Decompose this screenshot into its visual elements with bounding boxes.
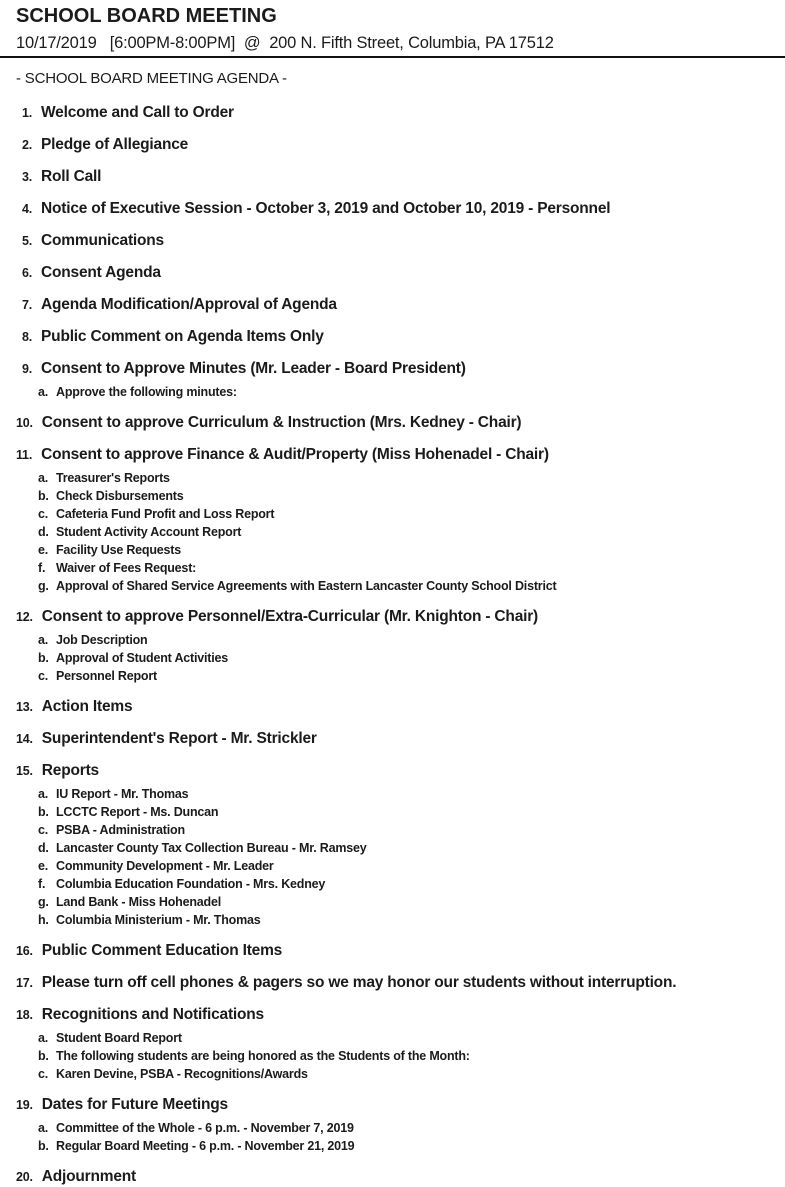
agenda-subitem-text: Facility Use Requests <box>56 543 182 557</box>
agenda-subitem-letter: d. <box>38 525 49 539</box>
agenda-subitem-letter: a. <box>38 471 49 485</box>
agenda-subitem <box>16 631 785 649</box>
agenda-subitem-text: Community Development - Mr. Leader <box>56 859 274 873</box>
agenda-item-number: 2. <box>22 138 33 152</box>
agenda-subitem-letter: f. <box>38 561 46 575</box>
agenda-subitem-letter: c. <box>38 1067 49 1081</box>
agenda-item <box>16 973 785 993</box>
agenda-subitem-text: Lancaster County Tax Collection Bureau - Mr. Ramsey <box>56 841 367 855</box>
agenda-item <box>16 199 785 219</box>
agenda-item <box>16 445 785 465</box>
agenda-item-number: 11. <box>16 448 33 462</box>
agenda-subitem <box>16 1137 785 1155</box>
agenda-subitem <box>16 839 785 857</box>
agenda-subitem-text: Columbia Ministerium - Mr. Thomas <box>56 913 261 927</box>
agenda-subitem-letter: a. <box>38 385 49 399</box>
agenda-item <box>16 697 785 717</box>
header-divider <box>0 56 785 58</box>
agenda-subitem <box>16 649 785 667</box>
agenda-subitem <box>16 803 785 821</box>
agenda-subitem-letter: c. <box>38 823 49 837</box>
agenda-item <box>16 729 785 749</box>
agenda-subitem-text: The following students are being honored as the Students of the Month: <box>56 1049 470 1063</box>
agenda-item <box>16 413 785 433</box>
agenda-item-text: Notice of Executive Session - October 3, 2019 and October 10, 2019 - Personnel <box>41 200 611 217</box>
agenda-subitem-letter: a. <box>38 633 49 647</box>
agenda-item-number: 12. <box>16 610 33 624</box>
agenda-subitem-text: Approval of Shared Service Agreements with Eastern Lancaster County School District <box>56 579 557 593</box>
agenda-subitem <box>16 523 785 541</box>
agenda-subitem-letter: h. <box>38 913 49 927</box>
agenda-subitem-letter: e. <box>38 543 49 557</box>
agenda-subitem-letter: g. <box>38 895 49 909</box>
agenda-item-text: Consent Agenda <box>41 264 161 281</box>
agenda-subitem <box>16 1029 785 1047</box>
agenda-item-text: Public Comment on Agenda Items Only <box>41 328 324 345</box>
agenda-subitem-letter: b. <box>38 805 49 819</box>
agenda-subitem-text: Approve the following minutes: <box>56 385 237 399</box>
agenda-item-number: 19. <box>16 1098 33 1112</box>
agenda-item-text: Communications <box>41 232 164 249</box>
agenda-item-text: Dates for Future Meetings <box>41 1096 228 1113</box>
agenda-item-text: Reports <box>41 762 99 779</box>
agenda-item-number: 7. <box>22 298 33 312</box>
agenda-subitem-text: Student Board Report <box>56 1031 182 1045</box>
agenda-subitem <box>16 857 785 875</box>
meeting-datetime-location: 10/17/2019 [6:00PM-8:00PM] @ 200 N. Fifth Street, Columbia, PA 17512 <box>16 34 554 52</box>
agenda-item <box>16 231 785 251</box>
agenda-item <box>16 263 785 283</box>
agenda-item-number: 9. <box>22 362 33 376</box>
agenda-item <box>16 135 785 155</box>
agenda-item-text: Agenda Modification/Approval of Agenda <box>41 296 337 313</box>
agenda-item <box>16 941 785 961</box>
page-title: SCHOOL BOARD MEETING <box>16 5 277 27</box>
agenda-sublist <box>16 1029 785 1083</box>
agenda-item-number: 17. <box>16 976 33 990</box>
agenda-item-text: Pledge of Allegiance <box>41 136 189 153</box>
agenda-item-text: Roll Call <box>41 168 102 185</box>
agenda-item-text: Action Items <box>41 698 133 715</box>
agenda-item <box>16 1167 785 1187</box>
agenda-subitem-letter: b. <box>38 489 49 503</box>
agenda-item-text: Consent to approve Finance & Audit/Property (Miss Hohenadel - Chair) <box>41 446 549 463</box>
agenda-item-number: 16. <box>16 944 33 958</box>
agenda-item <box>16 103 785 123</box>
agenda-item-number: 1. <box>22 106 33 120</box>
agenda-subitem-text: Student Activity Account Report <box>56 525 242 539</box>
agenda-item <box>16 761 785 781</box>
agenda-item-number: 5. <box>22 234 33 248</box>
agenda-item-number: 6. <box>22 266 33 280</box>
agenda-item-number: 8. <box>22 330 33 344</box>
agenda-subitem <box>16 469 785 487</box>
agenda-item-text: Superintendent's Report - Mr. Strickler <box>41 730 317 747</box>
agenda-subitem-text: Cafeteria Fund Profit and Loss Report <box>56 507 275 521</box>
agenda-item <box>16 607 785 627</box>
agenda-subitem-text: Land Bank - Miss Hohenadel <box>56 895 221 909</box>
agenda-subitem-text: Regular Board Meeting - 6 p.m. - November 21, 2019 <box>56 1139 355 1153</box>
agenda-item-text: Welcome and Call to Order <box>41 104 234 121</box>
agenda-subitem-text: Waiver of Fees Request: <box>56 561 197 575</box>
agenda-subitem <box>16 893 785 911</box>
agenda-subitem <box>16 1119 785 1137</box>
agenda-sublist <box>16 469 785 595</box>
agenda-subitem-text: Karen Devine, PSBA - Recognitions/Awards <box>56 1067 308 1081</box>
agenda-item-text: Consent to approve Personnel/Extra-Curricular (Mr. Knighton - Chair) <box>41 608 539 625</box>
agenda-item <box>16 359 785 379</box>
agenda-subitem-text: Committee of the Whole - 6 p.m. - November 7, 2019 <box>56 1121 354 1135</box>
agenda-item <box>16 1095 785 1115</box>
agenda-item-text: Public Comment Education Items <box>41 942 283 959</box>
agenda-subitem <box>16 1065 785 1083</box>
agenda-subitem <box>16 577 785 595</box>
agenda-item-number: 13. <box>16 700 33 714</box>
agenda-item-text: Consent to Approve Minutes (Mr. Leader - Board President) <box>41 360 466 377</box>
agenda-subitem <box>16 559 785 577</box>
agenda-subitem-letter: a. <box>38 1031 49 1045</box>
agenda-item-number: 4. <box>22 202 33 216</box>
agenda-subitem-text: Treasurer's Reports <box>56 471 170 485</box>
agenda-subitem-letter: b. <box>38 1139 49 1153</box>
agenda-item-text: Please turn off cell phones & pagers so we may honor our students without interruption. <box>41 974 677 991</box>
agenda-subitem-letter: a. <box>38 787 49 801</box>
agenda-item-number: 10. <box>16 416 33 430</box>
agenda-item-text: Consent to approve Curriculum & Instruction (Mrs. Kedney - Chair) <box>41 414 522 431</box>
agenda-subitem-text: Approval of Student Activities <box>56 651 229 665</box>
agenda-subitem <box>16 541 785 559</box>
agenda-subitem <box>16 821 785 839</box>
agenda-subitem-letter: a. <box>38 1121 49 1135</box>
agenda-subitem-text: Personnel Report <box>56 669 157 683</box>
agenda-item <box>16 327 785 347</box>
agenda-subitem <box>16 875 785 893</box>
agenda-item-number: 20. <box>16 1170 33 1184</box>
agenda-subitem-text: IU Report - Mr. Thomas <box>56 787 189 801</box>
agenda-subitem-letter: f. <box>38 877 46 891</box>
agenda-item-number: 3. <box>22 170 33 184</box>
agenda-subitem-letter: b. <box>38 1049 49 1063</box>
agenda-subitem-text: Check Disbursements <box>56 489 184 503</box>
agenda-subitem <box>16 1047 785 1065</box>
agenda-subitem <box>16 667 785 685</box>
agenda-subitem-letter: g. <box>38 579 49 593</box>
agenda-item <box>16 167 785 187</box>
agenda-item-text: Adjournment <box>41 1168 137 1185</box>
agenda-sublist <box>16 785 785 929</box>
agenda-subitem-letter: e. <box>38 859 49 873</box>
agenda-subitem-letter: b. <box>38 651 49 665</box>
agenda-sublist <box>16 383 785 401</box>
agenda-subitem <box>16 487 785 505</box>
agenda-subitem <box>16 505 785 523</box>
agenda-item <box>16 295 785 315</box>
agenda-item-number: 18. <box>16 1008 33 1022</box>
agenda-subitem <box>16 383 785 401</box>
agenda-subitem-letter: c. <box>38 669 49 683</box>
agenda-subitem-text: PSBA - Administration <box>56 823 185 837</box>
agenda-subitem-letter: c. <box>38 507 49 521</box>
agenda-subitem <box>16 911 785 929</box>
agenda-item-number: 15. <box>16 764 33 778</box>
agenda-list <box>16 103 785 1187</box>
agenda-item-number: 14. <box>16 732 33 746</box>
agenda-item <box>16 1005 785 1025</box>
agenda-sublist <box>16 631 785 685</box>
agenda-subitem-text: Job Description <box>56 633 148 647</box>
agenda-subitem-text: LCCTC Report - Ms. Duncan <box>56 805 219 819</box>
agenda-item-text: Recognitions and Notifications <box>41 1006 264 1023</box>
agenda-subitem-text: Columbia Education Foundation - Mrs. Kedney <box>56 877 326 891</box>
agenda-heading: - SCHOOL BOARD MEETING AGENDA - <box>16 70 287 87</box>
agenda-sublist <box>16 1119 785 1155</box>
agenda-subitem <box>16 785 785 803</box>
agenda-subitem-letter: d. <box>38 841 49 855</box>
